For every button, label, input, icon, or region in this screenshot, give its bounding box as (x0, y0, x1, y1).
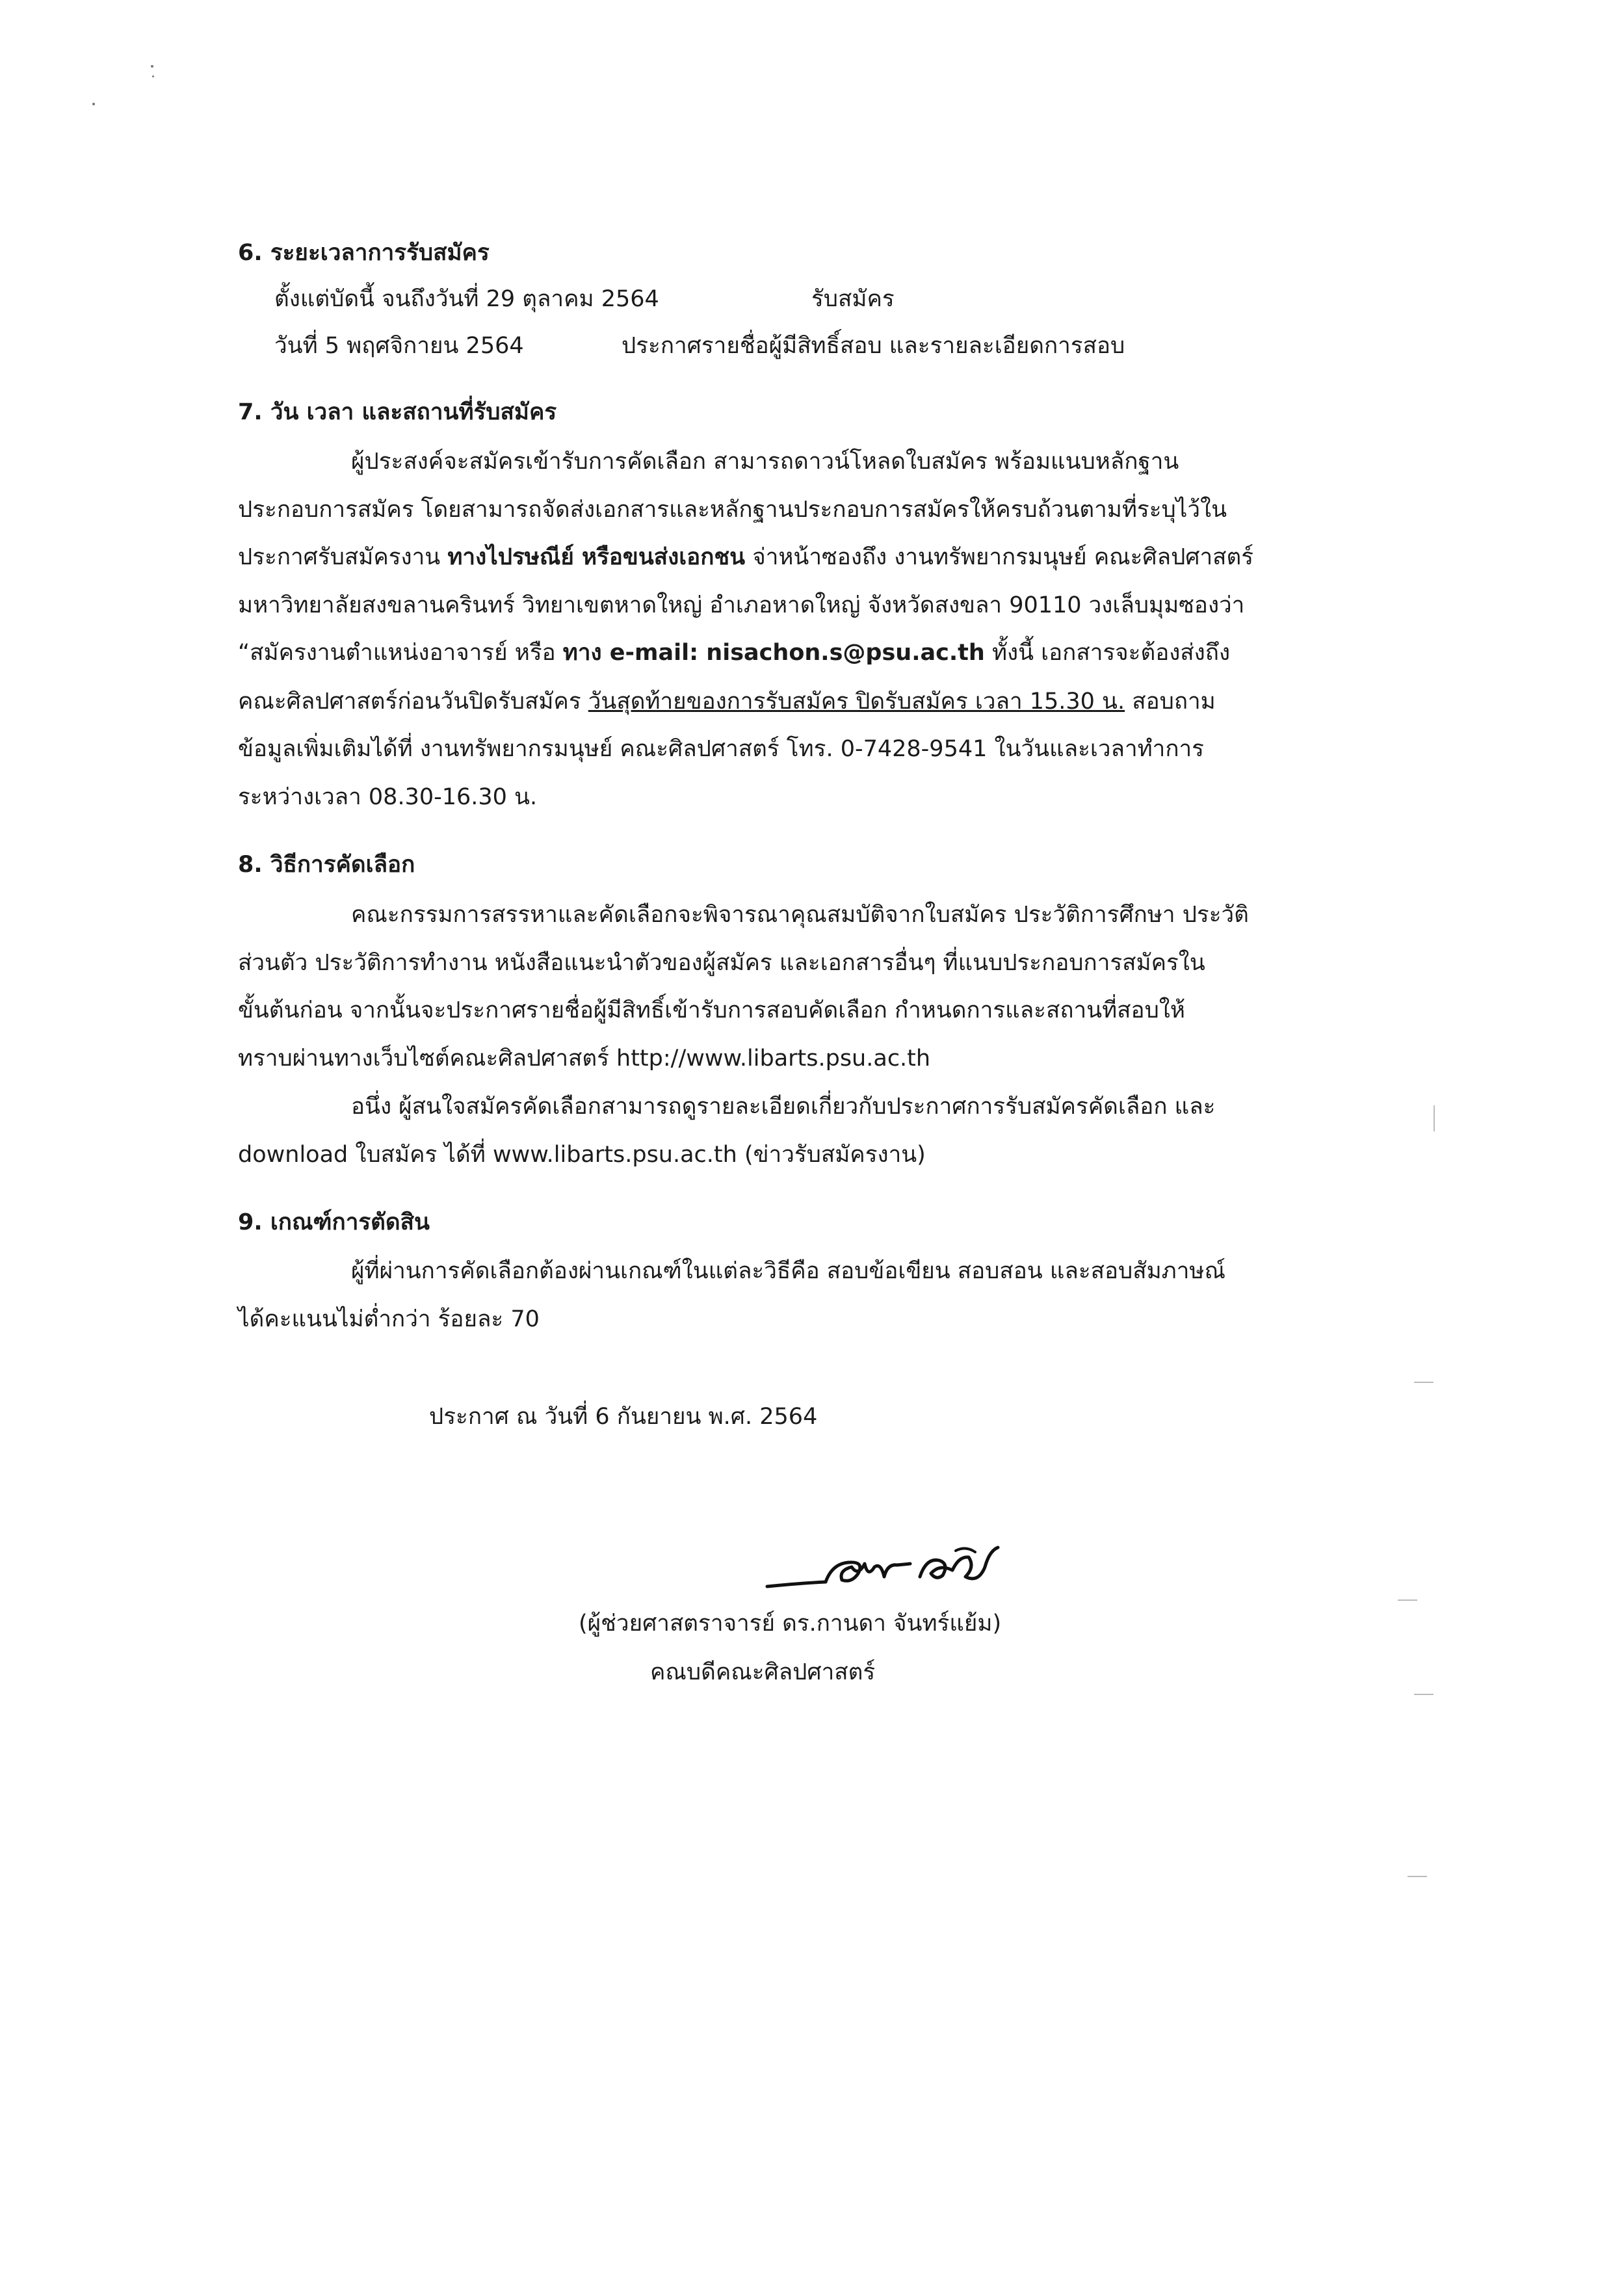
scan-mark (1398, 1599, 1417, 1601)
text-run: ประกาศรับสมัครงาน (238, 544, 448, 570)
delivery-method: ทางไปรษณีย์ หรือขนส่งเอกชน (447, 544, 746, 570)
section-8-line-2: ส่วนตัว ประวัติการทำงาน หนังสือแนะนำตัวของผู้สมัคร และเอกสารอื่นๆ ที่แนบประกอบการสมัครใน (238, 950, 1205, 976)
section-8-line-4: ทราบผ่านทางเว็บไซต์คณะศิลปศาสตร์ http://www.libarts.psu.ac.th (238, 1046, 931, 1072)
deadline-note: วันสุดท้ายของการรับสมัคร ปิดรับสมัคร เวลา 15.30 น. (588, 689, 1125, 715)
section-7-line-2: ประกอบการสมัคร โดยสามารถจัดส่งเอกสารและหลักฐานประกอบการสมัครให้ครบถ้วนตามที่ระบุไว้ใน (238, 497, 1227, 523)
section-8-line-1: คณะกรรมการสรรหาและคัดเลือกจะพิจารณาคุณสมบัติจากใบสมัคร ประวัติการศึกษา ประวัติ (351, 902, 1249, 928)
section-8-line-6: download ใบสมัคร ได้ที่ www.libarts.psu.ac.th (ข่าวรับสมัครงาน) (238, 1142, 926, 1168)
section-7-line-3 (238, 546, 1253, 569)
section-9-heading: 9. เกณฑ์การตัดสิน (238, 1209, 430, 1235)
section-7-line-7: ข้อมูลเพิ่มเติมได้ที่ งานทรัพยากรมนุษย์ คณะศิลปศาสตร์ โทร. 0-7428-9541 ในวันและเวลาทำการ (238, 736, 1204, 762)
signer-name: (ผู้ช่วยศาสตราจารย์ ดร.กานดา จันทร์แย้ม) (579, 1611, 1002, 1637)
section-8-line-3: ขั้นต้นก่อน จากนั้นจะประกาศรายชื่อผู้มีสิทธิ์เข้ารับการสอบคัดเลือก กำหนดการและสถานที่สอบให้ (238, 997, 1185, 1023)
announcement-date: ประกาศ ณ วันที่ 6 กันยายน พ.ศ. 2564 (429, 1404, 818, 1430)
text-run: คณะศิลปศาสตร์ก่อนวันปิดรับสมัคร (238, 689, 588, 715)
text-run: ทั้งนี้ เอกสารจะต้องส่งถึง (984, 640, 1231, 666)
signer-title: คณบดีคณะศิลปศาสตร์ (650, 1659, 876, 1685)
scan-speck (92, 103, 95, 105)
handwritten-signature (761, 1538, 1034, 1596)
scan-speck (152, 75, 154, 77)
section-9-line-1: ผู้ที่ผ่านการคัดเลือกต้องผ่านเกณฑ์ในแต่ละวิธีคือ สอบข้อเขียน สอบสอน และสอบสัมภาษณ์ (351, 1258, 1225, 1284)
section-8-line-5: อนึ่ง ผู้สนใจสมัครคัดเลือกสามารถดูรายละเอียดเกี่ยวกับประกาศการรับสมัครคัดเลือก และ (351, 1094, 1216, 1120)
section-8-heading: 8. วิธีการคัดเลือก (238, 852, 415, 878)
section-7-line-1: ผู้ประสงค์จะสมัครเข้ารับการคัดเลือก สามารถดาวน์โหลดใบสมัคร พร้อมแนบหลักฐาน (351, 449, 1179, 475)
schedule-event-2: ประกาศรายชื่อผู้มีสิทธิ์สอบ และรายละเอียดการสอบ (622, 333, 1125, 359)
section-7-heading: 7. วัน เวลา และสถานที่รับสมัคร (238, 399, 557, 425)
section-6-heading: 6. ระยะเวลาการรับสมัคร (238, 240, 490, 266)
email-contact: ทาง e-mail: nisachon.s@psu.ac.th (562, 640, 985, 666)
scan-mark (1408, 1876, 1427, 1877)
scan-speck (151, 65, 153, 68)
text-run: “สมัครงานตำแหน่งอาจารย์ หรือ (238, 640, 563, 666)
section-7-line-4: มหาวิทยาลัยสงขลานครินทร์ วิทยาเขตหาดใหญ่ อำเภอหาดใหญ่ จังหวัดสงขลา 90110 วงเล็บมุมซองว่า (238, 592, 1245, 618)
scan-mark (1434, 1105, 1435, 1131)
section-7-line-6 (238, 691, 1216, 713)
schedule-date-2: วันที่ 5 พฤศจิกายน 2564 (274, 333, 524, 359)
text-run: สอบถาม (1125, 689, 1216, 715)
scan-mark (1414, 1694, 1434, 1695)
schedule-date-1: ตั้งแต่บัดนี้ จนถึงวันที่ 29 ตุลาคม 2564 (274, 286, 659, 312)
section-9-line-2: ได้คะแนนไม่ต่ำกว่า ร้อยละ 70 (238, 1306, 540, 1332)
section-7-line-5 (238, 642, 1230, 665)
section-7-line-8: ระหว่างเวลา 08.30-16.30 น. (238, 784, 538, 810)
scan-mark (1414, 1382, 1434, 1383)
schedule-event-1: รับสมัคร (811, 286, 895, 312)
text-run: จ่าหน้าซองถึง งานทรัพยากรมนุษย์ คณะศิลปศาสตร์ (745, 544, 1254, 570)
